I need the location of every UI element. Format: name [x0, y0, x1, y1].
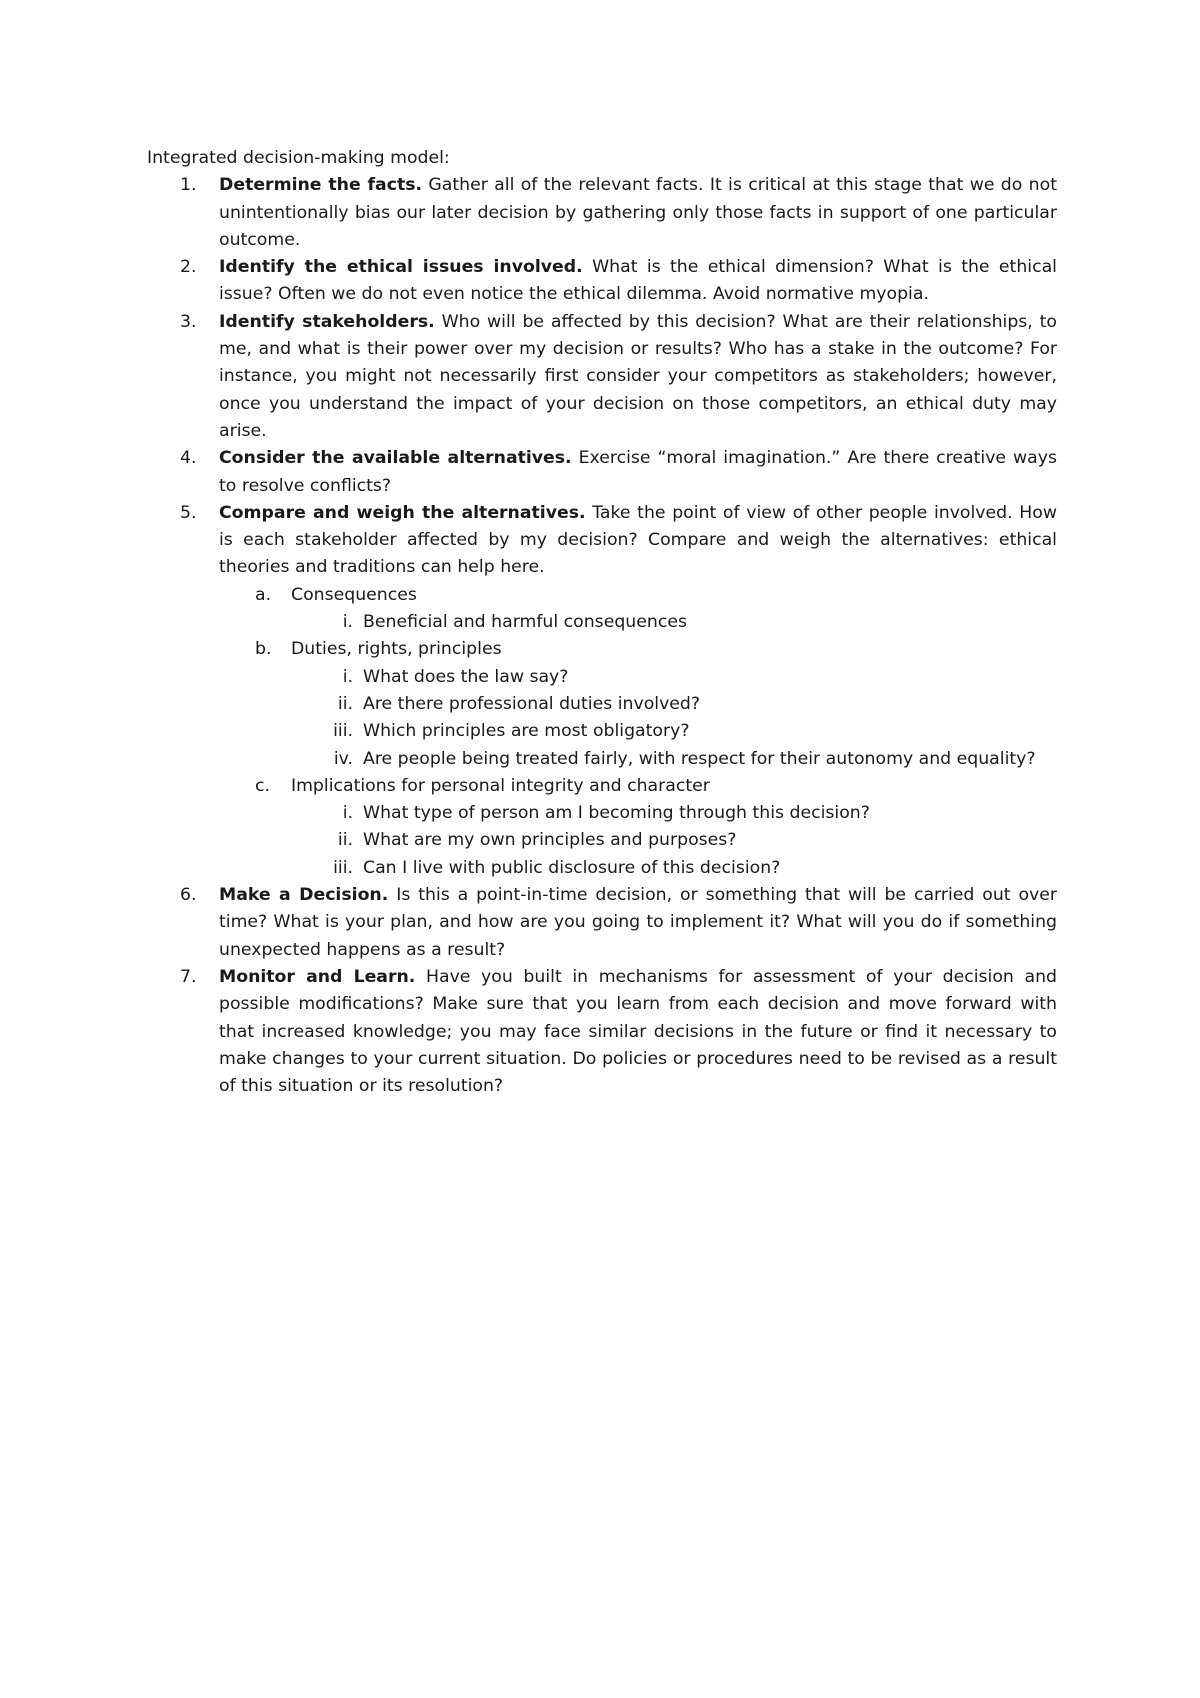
step-title: Identify stakeholders.: [219, 311, 435, 332]
roman-text: What are my own principles and purposes?: [363, 830, 737, 851]
step-body: Exercise “moral imagination.” Are there creative ways to resolve conflicts?: [219, 448, 1057, 496]
step-title: Consider the available alternatives.: [219, 448, 572, 469]
step-number: 6.: [180, 885, 197, 906]
roman-item: [291, 746, 1057, 773]
sublist-item-consequences: [219, 582, 1057, 637]
sub-text: Implications for personal integrity and character: [291, 775, 710, 796]
step-number: 7.: [180, 966, 197, 987]
roman-number: iii.: [333, 857, 353, 878]
roman-text: Beneficial and harmful consequences: [363, 612, 687, 633]
alternatives-sublist: [219, 582, 1057, 882]
roman-list: [291, 664, 1057, 773]
roman-text: What type of person am I becoming through this decision?: [363, 803, 870, 824]
step-title: Make a Decision.: [219, 885, 389, 906]
step-body: Have you built in mechanisms for assessment of your decision and possible modifications? Make sure that you learn from each decision and move forward with that increased knowledge; you may face similar decisions in the future or find it necessary to make changes to your current situation. Do policies or procedures need to be revised as a result of this situation or its resolution?: [219, 966, 1057, 1097]
step-title: Identify the ethical issues involved.: [219, 257, 583, 278]
step-title: Determine the facts.: [219, 175, 423, 196]
roman-text: Are there professional duties involved?: [363, 693, 701, 714]
roman-text: Which principles are most obligatory?: [363, 721, 690, 742]
step-body: What is the ethical dimension? What is the ethical issue? Often we do not even notice the ethical dilemma. Avoid normative myopia.: [219, 257, 1057, 305]
roman-text: What does the law say?: [363, 666, 569, 687]
step-body: Gather all of the relevant facts. It is critical at this stage that we do not unintentionally bias our later decision by gathering only those facts in support of one particular outcome.: [219, 175, 1057, 250]
steps-list: [147, 172, 1057, 1100]
roman-number: iii.: [333, 721, 353, 742]
roman-item: [291, 664, 1057, 691]
roman-number: i.: [342, 666, 353, 687]
roman-number: ii.: [337, 830, 353, 851]
roman-item: [291, 827, 1057, 854]
step-number: 2.: [180, 257, 197, 278]
roman-text: Are people being treated fairly, with respect for their autonomy and equality?: [363, 748, 1036, 769]
step-body: Take the point of view of other people involved. How is each stakeholder affected by my decision? Compare and weigh the alternatives: ethical theories and traditions can help here.: [219, 502, 1057, 578]
roman-item: [291, 800, 1057, 827]
list-item: [147, 882, 1057, 964]
step-number: 4.: [180, 448, 197, 469]
list-item: [147, 172, 1057, 254]
document-body: [147, 145, 1057, 1100]
step-body: Who will be affected by this decision? What are their relationships, to me, and what is their power over my decision or results? Who has a stake in the outcome? For instance, you might not necessarily first consider your competitors as stakeholders; however, once you understand the impact of your decision on those competitors, an ethical duty may arise.: [219, 311, 1058, 441]
sub-letter: a.: [255, 584, 272, 605]
step-title: Compare and weigh the alternatives.: [219, 502, 586, 523]
list-item: [147, 445, 1057, 500]
list-item: [147, 309, 1057, 445]
sub-text: Consequences: [291, 584, 417, 605]
roman-item: [291, 718, 1057, 745]
roman-text: Can I live with public disclosure of this decision?: [363, 857, 781, 878]
roman-item: [291, 855, 1057, 882]
roman-item: [291, 609, 1057, 636]
roman-list: [291, 800, 1057, 882]
intro-heading: Integrated decision-making model:: [147, 148, 450, 168]
step-number: 5.: [180, 502, 197, 523]
roman-number: ii.: [337, 693, 353, 714]
list-item: [147, 964, 1057, 1100]
sub-letter: b.: [255, 639, 272, 660]
step-number: 3.: [180, 311, 197, 332]
roman-list: [291, 609, 1057, 636]
step-number: 1.: [180, 175, 197, 196]
sub-text: Duties, rights, principles: [291, 639, 502, 660]
sub-letter: c.: [255, 775, 270, 796]
step-body: Is this a point-in-time decision, or something that will be carried out over time? What is your plan, and how are you going to implement it? What will you do if something unexpected happens as a result?: [219, 885, 1057, 960]
list-item: [147, 500, 1057, 882]
sublist-item-duties: [219, 636, 1057, 772]
roman-number: i.: [342, 612, 353, 633]
roman-item: [291, 691, 1057, 718]
step-title: Monitor and Learn.: [219, 966, 416, 987]
list-item: [147, 254, 1057, 309]
roman-number: iv.: [333, 748, 353, 769]
roman-number: i.: [342, 803, 353, 824]
sublist-item-integrity: [219, 773, 1057, 882]
